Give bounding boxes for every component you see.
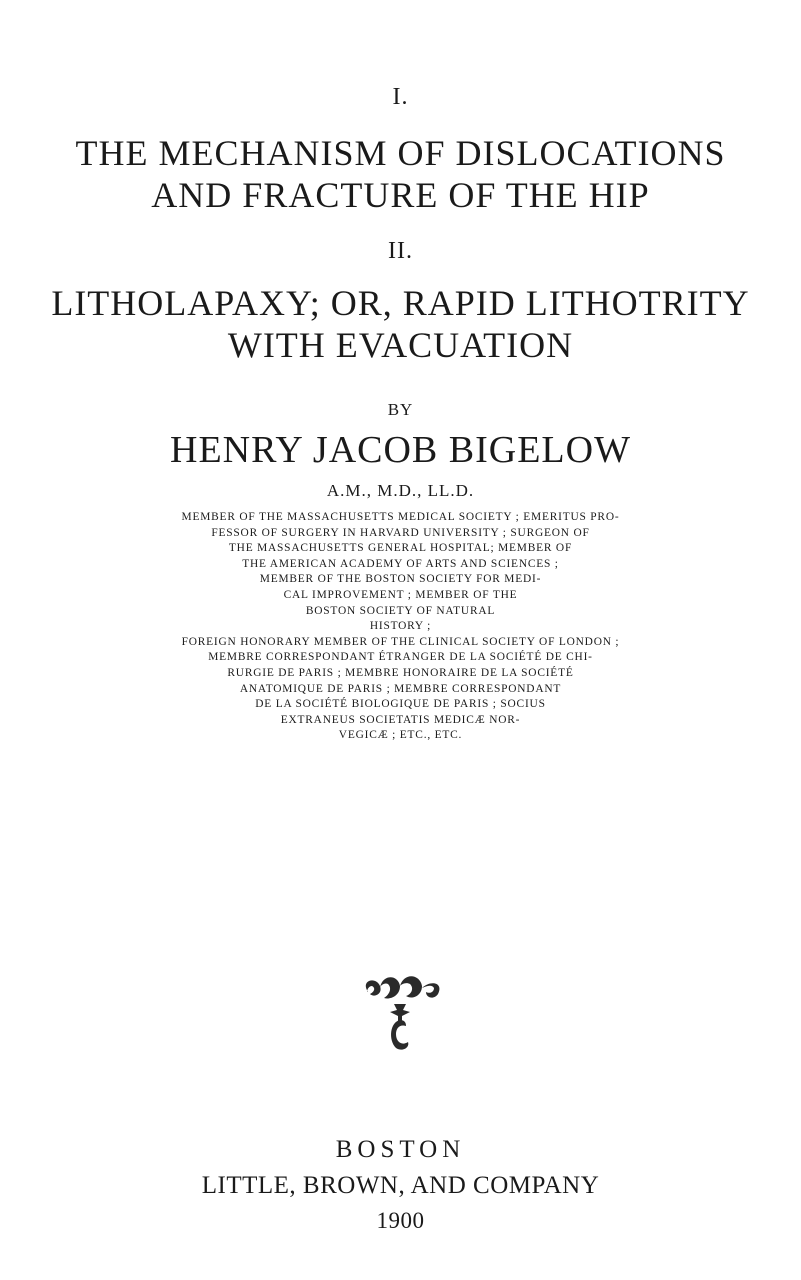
imprint-publisher: LITTLE, BROWN, AND COMPANY <box>201 1172 600 1199</box>
credential-line: DE LA SOCIÉTÉ BIOLOGIQUE DE PARIS ; SOCIUS <box>255 698 546 711</box>
credential-line: FOREIGN HONORARY MEMBER OF THE CLINICAL SOCIETY OF LONDON ; <box>181 635 620 648</box>
credential-line: EXTRANEUS SOCIETATIS MEDICÆ NOR- <box>280 713 521 726</box>
part-two-title-line-2: WITH EVACUATION <box>227 325 574 365</box>
credential-line: BOSTON SOCIETY OF NATURAL <box>305 604 496 617</box>
part-one-title-line-2: AND FRACTURE OF THE HIP <box>151 175 650 215</box>
credential-line: THE AMERICAN ACADEMY OF ARTS AND SCIENCES ; <box>242 557 559 570</box>
part-one-numeral: I. <box>392 84 409 110</box>
credential-line: MEMBER OF THE MASSACHUSETTS MEDICAL SOCIETY ; EMERITUS PRO- <box>181 511 620 523</box>
credential-line: RURGIE DE PARIS ; MEMBRE HONORAIRE DE LA SOCIÉTÉ <box>227 666 574 679</box>
author-credentials <box>0 510 801 744</box>
credential-line: HISTORY ; <box>369 620 432 633</box>
credential-line: MEMBER OF THE BOSTON SOCIETY FOR MEDI- <box>259 573 542 586</box>
part-two-numeral: II. <box>388 238 413 264</box>
part-two-title-line-1: LITHOLAPAXY; OR, RAPID LITHOTRITY <box>51 283 750 323</box>
credential-line: CAL IMPROVEMENT ; MEMBER OF THE <box>283 588 518 601</box>
author-degrees: A.M., M.D., LL.D. <box>326 481 475 500</box>
credential-line: THE MASSACHUSETTS GENERAL HOSPITAL; MEMBER OF <box>228 542 573 555</box>
printers-device-ornament-icon <box>350 970 450 1060</box>
byline: BY <box>387 400 414 419</box>
part-one-title-line-1: THE MECHANISM OF DISLOCATIONS <box>75 133 726 173</box>
imprint-city: BOSTON <box>335 1136 466 1163</box>
credential-line: ANATOMIQUE DE PARIS ; MEMBRE CORRESPONDANT <box>239 682 562 695</box>
imprint-year: 1900 <box>376 1208 425 1233</box>
credential-line: MEMBRE CORRESPONDANT ÉTRANGER DE LA SOCIÉTÉ DE CHI- <box>208 651 593 664</box>
credential-line: FESSOR OF SURGERY IN HARVARD UNIVERSITY ; SURGEON OF <box>211 526 590 539</box>
credential-line: VEGICÆ ; ETC., ETC. <box>338 729 463 742</box>
author-name: HENRY JACOB BIGELOW <box>170 429 631 471</box>
